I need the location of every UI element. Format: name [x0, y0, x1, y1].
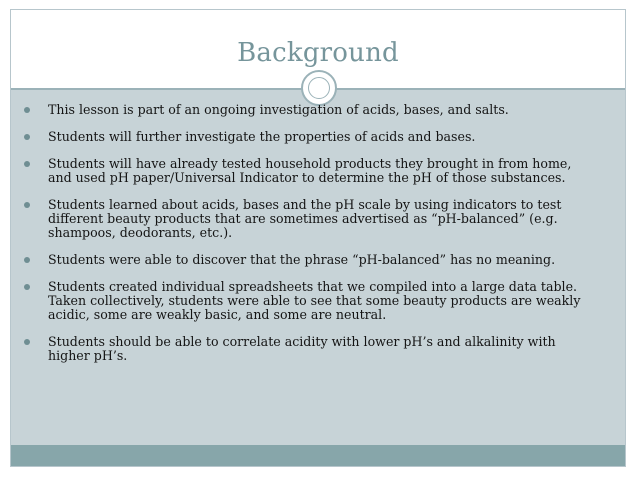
- slide-frame: [10, 9, 626, 467]
- bullet-text: Students were able to discover that the phrase “pH-balanced” has no meaning.: [48, 252, 556, 267]
- slide-title: Background: [237, 38, 399, 68]
- bullet-text: Students will further investigate the properties of acids and bases.: [48, 129, 476, 144]
- bullet-text: Students learned about acids, bases and the pH scale by using indicators to test different beauty products that are sometimes advertised as “pH-balanced” (e.g. shampoos, deodorants, etc.).: [48, 197, 562, 240]
- bullet-text: Students will have already tested household products they brought in from home, and used pH paper/Universal Indicator to determine the pH of those substances.: [48, 156, 572, 185]
- bullet-text: Students should be able to correlate acidity with lower pH’s and alkalinity with higher pH’s.: [48, 334, 556, 363]
- bullet-text: This lesson is part of an ongoing investigation of acids, bases, and salts.: [48, 102, 509, 117]
- bullet-text: Students created individual spreadsheets that we compiled into a large data table. Taken collectively, students were able to see that some beauty products are weakly acidic, some are weakly basic, and some are neutral.: [48, 279, 581, 322]
